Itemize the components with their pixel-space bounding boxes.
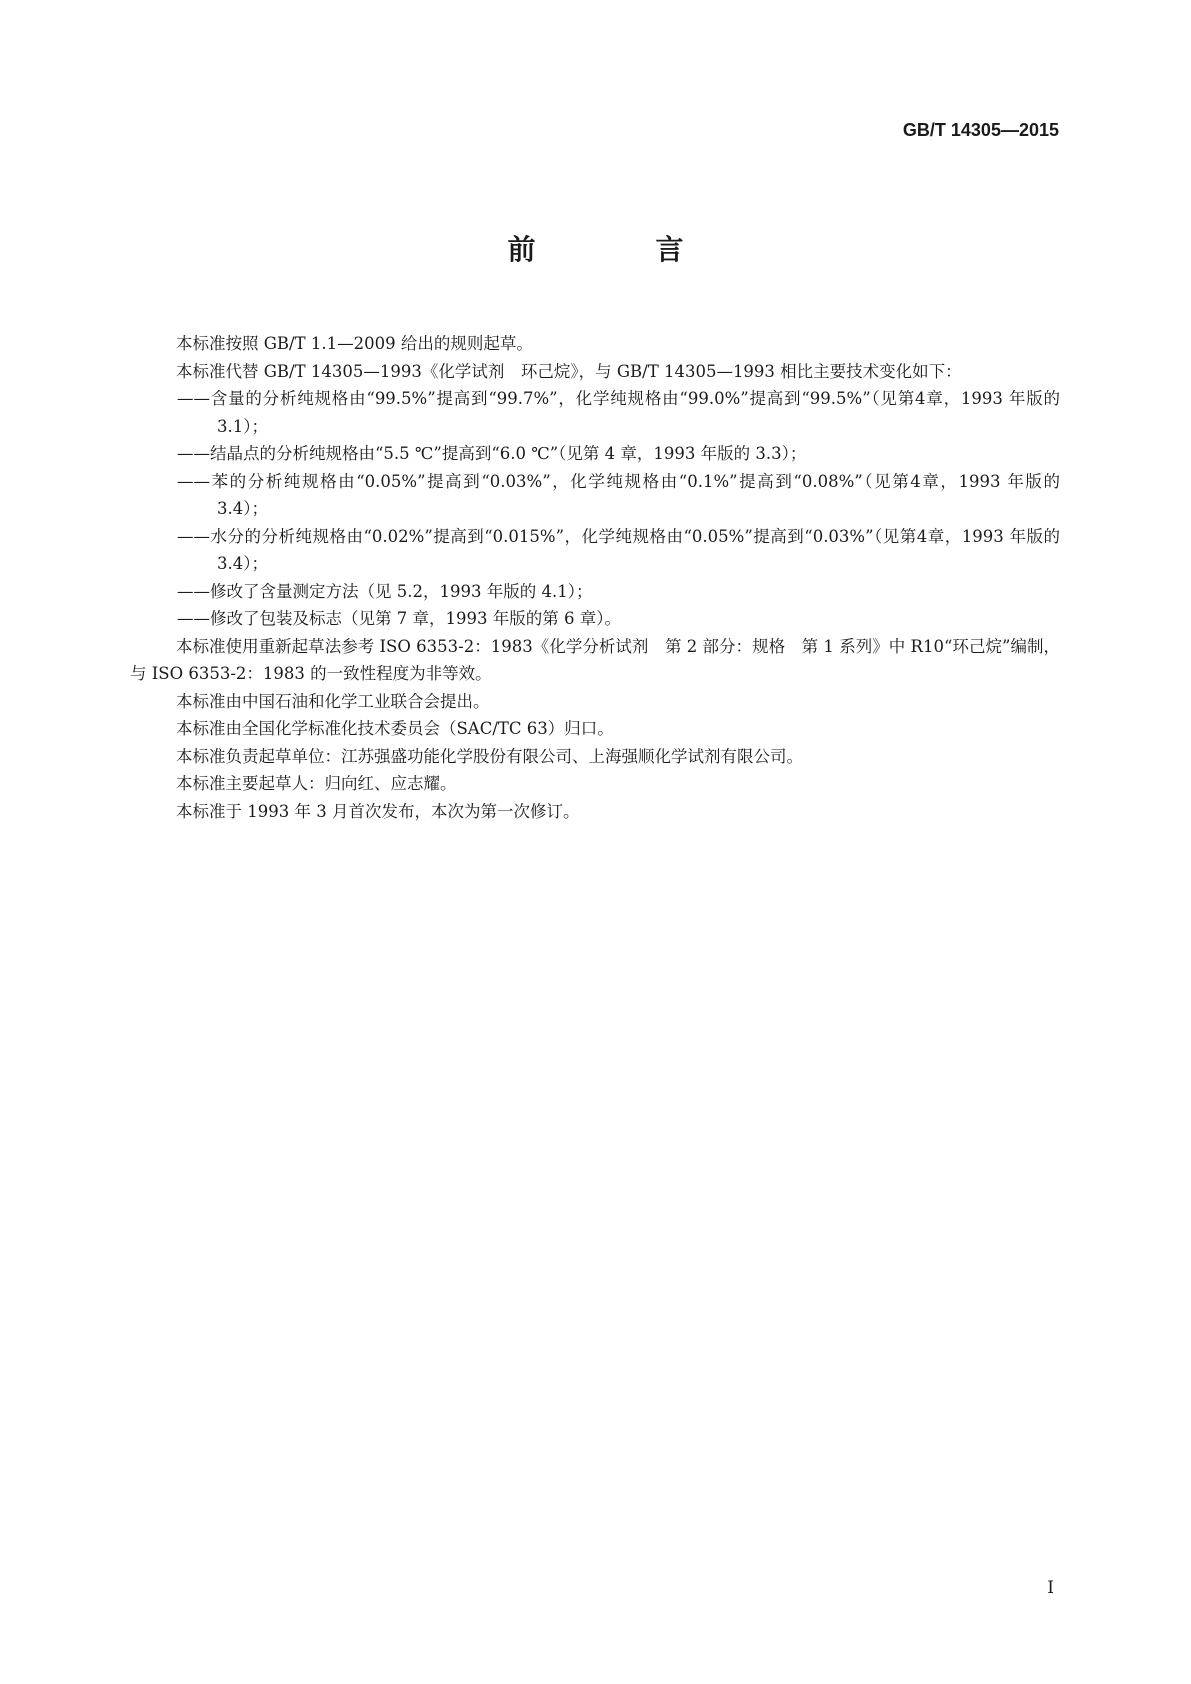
list-item: ——含量的分析纯规格由“99.5%”提高到“99.7%”，化学纯规格由“99.0%”提高到“99.5%”（见第4章，1993 年版的 3.1）； [177, 389, 1060, 436]
paragraph: 本标准按照 GB/T 1.1—2009 给出的规则起草。 [176, 334, 533, 353]
page-title: 前 言 [507, 233, 730, 266]
list-item: ——苯的分析纯规格由“0.05%”提高到“0.03%”，化学纯规格由“0.1%”提高到“0.08%”（见第4章，1993 年版的 3.4）； [177, 471, 1060, 518]
list-item: ——修改了含量测定方法（见 5.2，1993 年版的 4.1）； [177, 581, 593, 601]
paragraph: 本标准负责起草单位：江苏强盛功能化学股份有限公司、上海强顺化学试剂有限公司。 [176, 746, 803, 766]
paragraph: 本标准由全国化学标准化技术委员会（SAC/TC 63）归口。 [176, 719, 614, 738]
paragraph: 本标准使用重新起草法参考 ISO 6353-2：1983《化学分析试剂 第 2 部分：规格 第 1 系列》中 R10“环己烷”编制，与 ISO 6353-2：1983 的一致性程度为非等效。 [130, 636, 1060, 683]
foreword-body [130, 330, 1060, 825]
page-number: I [1047, 1578, 1054, 1598]
paragraph: 本标准主要起草人：归向红、应志耀。 [176, 774, 457, 793]
document-number: GB/T 14305—2015 [902, 120, 1059, 140]
paragraph: 本标准代替 GB/T 14305—1993《化学试剂 环己烷》，与 GB/T 14305—1993 相比主要技术变化如下： [176, 361, 962, 381]
paragraph: 本标准于 1993 年 3 月首次发布，本次为第一次修订。 [176, 801, 580, 821]
list-item: ——水分的分析纯规格由“0.02%”提高到“0.015%”，化学纯规格由“0.05%”提高到“0.03%”（见第4章，1993 年版的 3.4）； [177, 526, 1060, 573]
list-item: ——结晶点的分析纯规格由“5.5 ℃”提高到“6.0 ℃”（见第 4 章，1993 年版的 3.3）； [177, 444, 807, 463]
paragraph: 本标准由中国石油和化学工业联合会提出。 [176, 691, 490, 711]
list-item: ——修改了包装及标志（见第 7 章，1993 年版的第 6 章）。 [177, 609, 621, 628]
